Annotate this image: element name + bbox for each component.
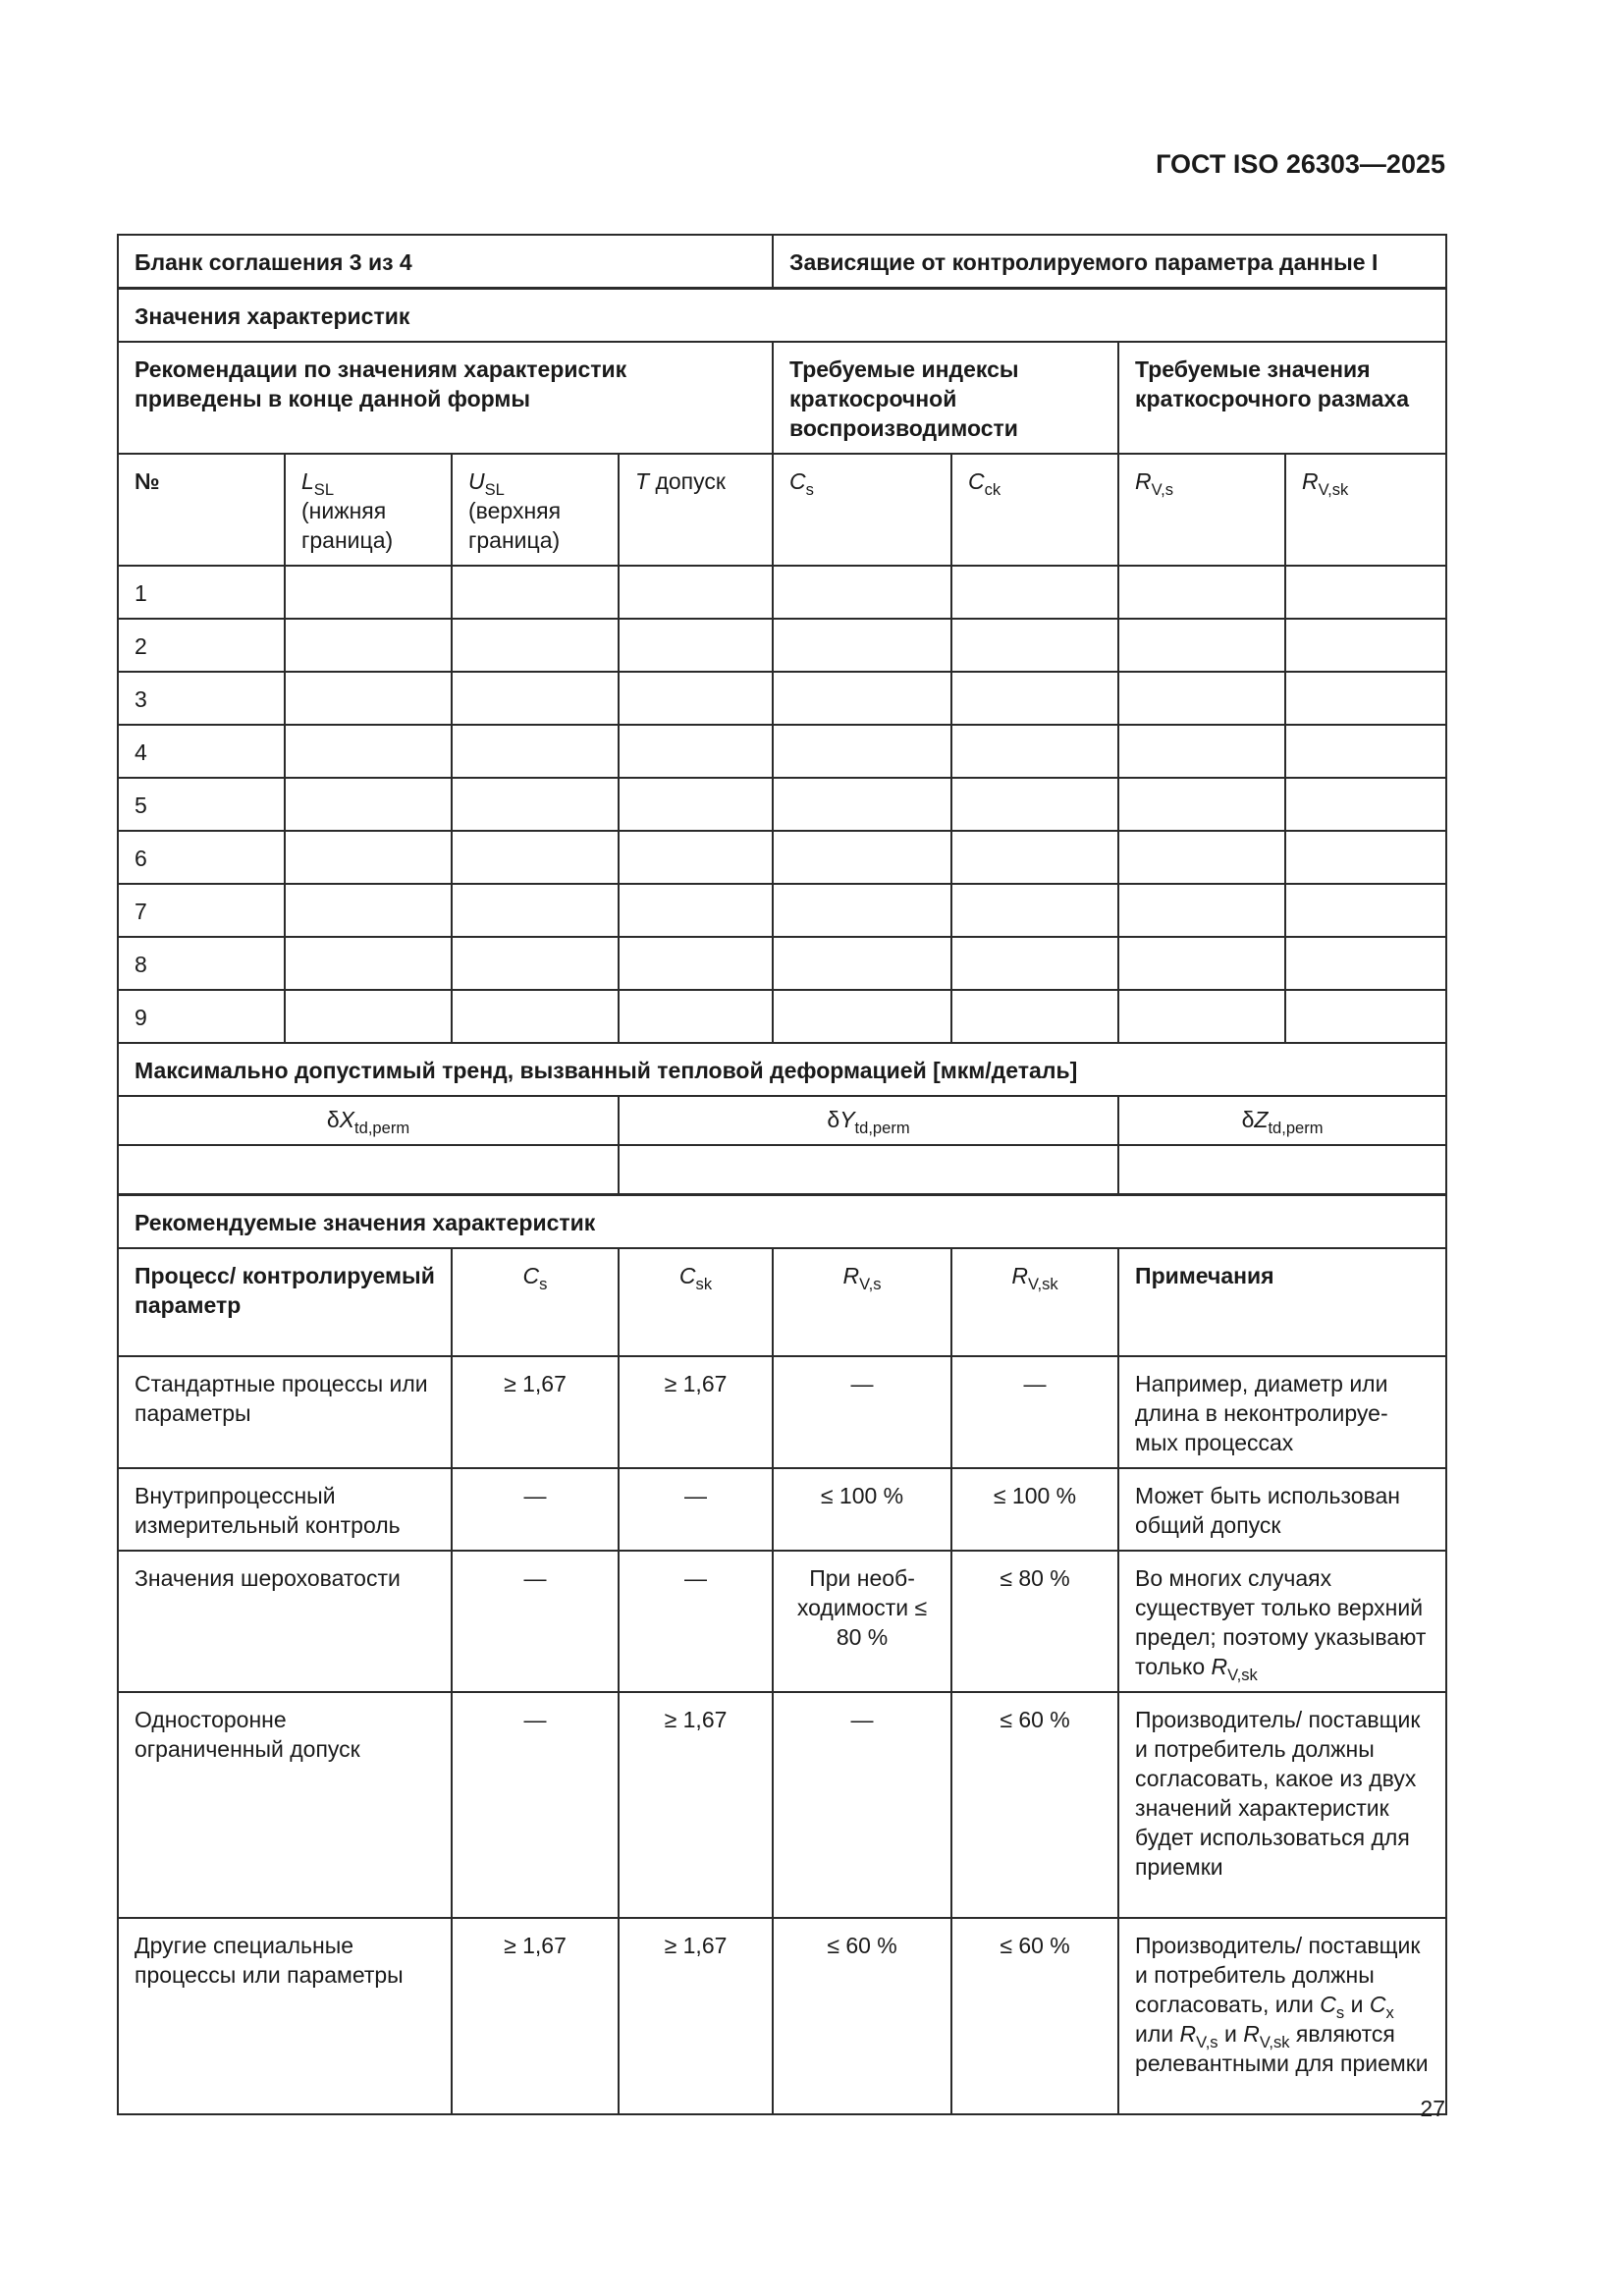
usl-cell[interactable] bbox=[452, 725, 619, 778]
note-cell: Производитель/ поставщик и потребитель должны согласовать, или $C_s$ и $C_x$ или $R_{V,s}$ и $R_{V,sk}$ являются релевантными для приемки bbox=[1118, 1918, 1446, 2114]
lsl-cell[interactable] bbox=[285, 725, 452, 778]
rvs-cell[interactable] bbox=[1118, 725, 1285, 778]
lsl-cell[interactable] bbox=[285, 884, 452, 937]
tolerance-cell[interactable] bbox=[619, 778, 773, 831]
group-header-row bbox=[118, 342, 1446, 454]
thermal-axes-header-row bbox=[118, 1096, 1446, 1145]
row-number: 8 bbox=[118, 937, 285, 990]
cs-value: — bbox=[452, 1468, 619, 1551]
rvs-value: При необ-ходимости ≤ 80 % bbox=[773, 1551, 951, 1692]
cs-cell[interactable] bbox=[773, 725, 951, 778]
rec-col-csk-header: $C_{sk}$ bbox=[619, 1248, 773, 1356]
cs-cell[interactable] bbox=[773, 831, 951, 884]
rvsk-cell[interactable] bbox=[1285, 725, 1446, 778]
col-number-header: № bbox=[118, 454, 285, 566]
recommended-row bbox=[118, 1468, 1446, 1551]
lsl-cell[interactable] bbox=[285, 566, 452, 619]
table-row bbox=[118, 990, 1446, 1043]
col-lsl-header: $L_{SL}$ (нижняя граница) bbox=[285, 454, 452, 566]
cs-value: ≥ 1,67 bbox=[452, 1356, 619, 1468]
row-number: 2 bbox=[118, 619, 285, 672]
lsl-cell[interactable] bbox=[285, 778, 452, 831]
cs-cell[interactable] bbox=[773, 884, 951, 937]
rvsk-value: ≤ 100 % bbox=[951, 1468, 1118, 1551]
cck-cell[interactable] bbox=[951, 937, 1118, 990]
cck-cell[interactable] bbox=[951, 990, 1118, 1043]
thermal-values-row bbox=[118, 1145, 1446, 1195]
row-number: 3 bbox=[118, 672, 285, 725]
usl-cell[interactable] bbox=[452, 937, 619, 990]
table-row bbox=[118, 831, 1446, 884]
csk-value: ≥ 1,67 bbox=[619, 1356, 773, 1468]
cs-value: — bbox=[452, 1551, 619, 1692]
rvsk-value: ≤ 80 % bbox=[951, 1551, 1118, 1692]
agreement-form-table bbox=[117, 234, 1447, 2115]
rvsk-value: ≤ 60 % bbox=[951, 1918, 1118, 2114]
cs-cell[interactable] bbox=[773, 619, 951, 672]
row-number: 9 bbox=[118, 990, 285, 1043]
recommended-row bbox=[118, 1918, 1446, 2114]
cck-cell[interactable] bbox=[951, 672, 1118, 725]
delta-z-header: $\delta Z_{td,perm}$ bbox=[1118, 1096, 1446, 1145]
tolerance-cell[interactable] bbox=[619, 831, 773, 884]
rvs-cell[interactable] bbox=[1118, 884, 1285, 937]
rvs-cell[interactable] bbox=[1118, 937, 1285, 990]
column-header-row bbox=[118, 454, 1446, 566]
lsl-cell[interactable] bbox=[285, 831, 452, 884]
delta-y-value-cell[interactable] bbox=[619, 1145, 1118, 1195]
row-number: 1 bbox=[118, 566, 285, 619]
rvs-value: ≤ 100 % bbox=[773, 1468, 951, 1551]
cck-cell[interactable] bbox=[951, 831, 1118, 884]
usl-cell[interactable] bbox=[452, 672, 619, 725]
table-row bbox=[118, 619, 1446, 672]
group-range-heading: Требуемые значения краткосрочного размаха bbox=[1118, 342, 1446, 454]
tolerance-cell[interactable] bbox=[619, 619, 773, 672]
rec-col-rvs-header: $R_{V,s}$ bbox=[773, 1248, 951, 1356]
col-process-header: Процесс/ контролируемый параметр bbox=[118, 1248, 452, 1356]
table-row bbox=[118, 937, 1446, 990]
recommended-row bbox=[118, 1692, 1446, 1918]
rvs-value: — bbox=[773, 1692, 951, 1918]
page-number: 27 bbox=[1420, 2096, 1445, 2121]
recommended-title-row bbox=[118, 1195, 1446, 1249]
process-cell: Односторонне ограниченный допуск bbox=[118, 1692, 452, 1918]
cs-value: ≥ 1,67 bbox=[452, 1918, 619, 2114]
table-row bbox=[118, 566, 1446, 619]
recommended-row bbox=[118, 1551, 1446, 1692]
col-notes-header: Примечания bbox=[1118, 1248, 1446, 1356]
rvs-cell[interactable] bbox=[1118, 990, 1285, 1043]
process-cell: Внутрипроцессный измерительный контроль bbox=[118, 1468, 452, 1551]
section-values-heading: Значения характеристик bbox=[118, 289, 1446, 343]
row-number: 7 bbox=[118, 884, 285, 937]
rec-col-rvsk-header: $R_{V,sk}$ bbox=[951, 1248, 1118, 1356]
cs-cell[interactable] bbox=[773, 672, 951, 725]
col-cs-header: $C_s$ bbox=[773, 454, 951, 566]
tolerance-cell[interactable] bbox=[619, 566, 773, 619]
usl-cell[interactable] bbox=[452, 990, 619, 1043]
form-title-row bbox=[118, 235, 1446, 289]
cs-cell[interactable] bbox=[773, 937, 951, 990]
rvsk-value: — bbox=[951, 1356, 1118, 1468]
process-cell: Другие специальные процессы или параметры bbox=[118, 1918, 452, 2114]
col-usl-header: $U_{SL}$ (верхняя граница) bbox=[452, 454, 619, 566]
note-cell: Производитель/ поставщик и потребитель должны согласовать, какое из двух значений характеристик будет использоваться для приемки bbox=[1118, 1692, 1446, 1918]
section-values-row bbox=[118, 289, 1446, 343]
rvs-value: — bbox=[773, 1356, 951, 1468]
csk-value: ≥ 1,67 bbox=[619, 1918, 773, 2114]
lsl-cell[interactable] bbox=[285, 990, 452, 1043]
table-row bbox=[118, 725, 1446, 778]
col-cck-header: $C_{ck}$ bbox=[951, 454, 1118, 566]
rvs-value: ≤ 60 % bbox=[773, 1918, 951, 2114]
process-cell: Стандартные процессы или параметры bbox=[118, 1356, 452, 1468]
recommended-row bbox=[118, 1356, 1446, 1468]
delta-x-header: $\delta X_{td,perm}$ bbox=[118, 1096, 619, 1145]
tolerance-cell[interactable] bbox=[619, 725, 773, 778]
lsl-cell[interactable] bbox=[285, 672, 452, 725]
group-indices-heading: Требуемые индексы краткосрочной воспроизводимости bbox=[773, 342, 1118, 454]
csk-value: — bbox=[619, 1551, 773, 1692]
note-cell: Может быть использован общий допуск bbox=[1118, 1468, 1446, 1551]
tolerance-cell[interactable] bbox=[619, 937, 773, 990]
cs-cell[interactable] bbox=[773, 566, 951, 619]
rvsk-cell[interactable] bbox=[1285, 566, 1446, 619]
cck-cell[interactable] bbox=[951, 884, 1118, 937]
usl-cell[interactable] bbox=[452, 566, 619, 619]
cs-cell[interactable] bbox=[773, 778, 951, 831]
lsl-cell[interactable] bbox=[285, 619, 452, 672]
usl-cell[interactable] bbox=[452, 619, 619, 672]
rvsk-cell[interactable] bbox=[1285, 778, 1446, 831]
tolerance-cell[interactable] bbox=[619, 672, 773, 725]
process-cell: Значения шероховатости bbox=[118, 1551, 452, 1692]
csk-value: ≥ 1,67 bbox=[619, 1692, 773, 1918]
usl-cell[interactable] bbox=[452, 831, 619, 884]
row-number: 5 bbox=[118, 778, 285, 831]
note-cell: Например, диаметр или длина в неконтролируе-мых процессах bbox=[1118, 1356, 1446, 1468]
form-title-left: Бланк соглашения 3 из 4 bbox=[118, 235, 773, 289]
table-row bbox=[118, 778, 1446, 831]
row-number: 6 bbox=[118, 831, 285, 884]
rvsk-cell[interactable] bbox=[1285, 831, 1446, 884]
usl-cell[interactable] bbox=[452, 884, 619, 937]
rvsk-cell[interactable] bbox=[1285, 937, 1446, 990]
rvs-cell[interactable] bbox=[1118, 831, 1285, 884]
thermal-trend-row bbox=[118, 1043, 1446, 1096]
recommended-values-heading: Рекомендуемые значения характеристик bbox=[118, 1195, 1446, 1249]
cs-value: — bbox=[452, 1692, 619, 1918]
cck-cell[interactable] bbox=[951, 566, 1118, 619]
rvsk-cell[interactable] bbox=[1285, 619, 1446, 672]
col-rvs-header: $R_{V,s}$ bbox=[1118, 454, 1285, 566]
rvsk-cell[interactable] bbox=[1285, 672, 1446, 725]
row-number: 4 bbox=[118, 725, 285, 778]
delta-z-value-cell[interactable] bbox=[1118, 1145, 1446, 1195]
cck-cell[interactable] bbox=[951, 778, 1118, 831]
table-row bbox=[118, 672, 1446, 725]
rvs-cell[interactable] bbox=[1118, 566, 1285, 619]
document-code: ГОСТ ISO 26303—2025 bbox=[1156, 149, 1445, 179]
rvsk-cell[interactable] bbox=[1285, 990, 1446, 1043]
csk-value: — bbox=[619, 1468, 773, 1551]
thermal-trend-heading: Максимально допустимый тренд, вызванный тепловой деформацией [мкм/деталь] bbox=[118, 1043, 1446, 1096]
cck-cell[interactable] bbox=[951, 725, 1118, 778]
rvsk-value: ≤ 60 % bbox=[951, 1692, 1118, 1918]
note-cell: Во многих случаях существует только верхний предел; поэтому указывают только $R_{V,sk}$ bbox=[1118, 1551, 1446, 1692]
recommended-header-row bbox=[118, 1248, 1446, 1356]
tolerance-cell[interactable] bbox=[619, 990, 773, 1043]
cs-cell[interactable] bbox=[773, 990, 951, 1043]
rec-col-cs-header: $C_s$ bbox=[452, 1248, 619, 1356]
col-rvsk-header: $R_{V,sk}$ bbox=[1285, 454, 1446, 566]
tolerance-cell[interactable] bbox=[619, 884, 773, 937]
delta-y-header: $\delta Y_{td,perm}$ bbox=[619, 1096, 1118, 1145]
lsl-cell[interactable] bbox=[285, 937, 452, 990]
rvsk-cell[interactable] bbox=[1285, 884, 1446, 937]
form-title-right: Зависящие от контролируемого параметра данные I bbox=[773, 235, 1446, 289]
delta-x-value-cell[interactable] bbox=[118, 1145, 619, 1195]
rvs-cell[interactable] bbox=[1118, 778, 1285, 831]
usl-cell[interactable] bbox=[452, 778, 619, 831]
rvs-cell[interactable] bbox=[1118, 672, 1285, 725]
col-tolerance-header: T допуск bbox=[619, 454, 773, 566]
recommendations-note: Рекомендации по значениям характеристик приведены в конце данной формы bbox=[118, 342, 773, 454]
rvs-cell[interactable] bbox=[1118, 619, 1285, 672]
cck-cell[interactable] bbox=[951, 619, 1118, 672]
table-row bbox=[118, 884, 1446, 937]
